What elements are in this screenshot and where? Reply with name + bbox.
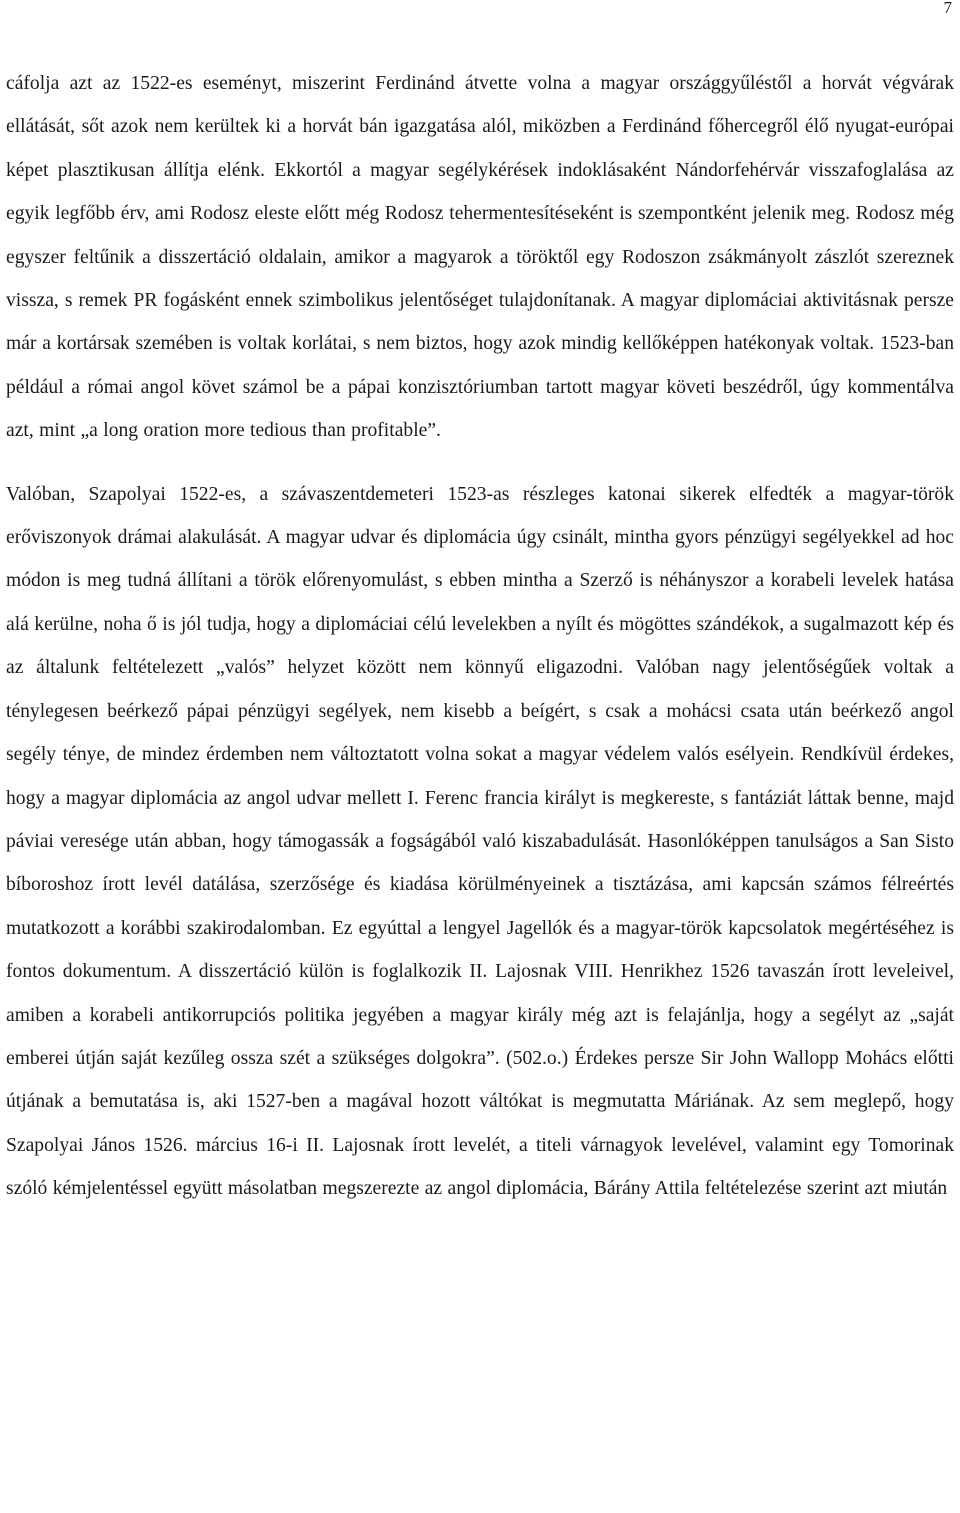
paragraph-1: cáfolja azt az 1522-es eseményt, miszerint Ferdinánd átvette volna a magyar országgyűléstől a horvát végvárak ellátását, sőt azok nem kerültek ki a horvát bán igazgatása alól, miközben a Ferdinánd főhercegről élő nyugat-európai képet plasztikusan állítja elénk. Ekkortól a magyar segélykérések indoklásaként Nándorfehérvár visszafoglalása az egyik legfőbb érv, ami Rodosz eleste előtt még Rodosz tehermentesítéseként is szempontként jelenik meg. Rodosz még egyszer feltűnik a disszertáció oldalain, amikor a magyarok a töröktől egy Rodoszon zsákmányolt zászlót szereznek vissza, s remek PR fogásként ennek szimbolikus jelentőséget tulajdonítanak. A magyar diplomáciai aktivitásnak persze már a kortársak szemében is voltak korlátai, s nem biztos, hogy azok mindig kellőképpen hatékonyak voltak. 1523-ban például a római angol követ számol be a pápai konzisztóriumban tartott magyar követi beszédről, úgy kommentálva azt, mint „a long oration more tedious than profitable”. xyxy=(6,73,954,442)
page-number: 7 xyxy=(943,0,952,17)
body-text xyxy=(6,62,954,1211)
paragraph-2: Valóban, Szapolyai 1522-es, a szávaszentdemeteri 1523-as részleges katonai sikerek elfedték a magyar-török erőviszonyok drámai alakulását. A magyar udvar és diplomácia úgy csinált, mintha gyors pénzügyi segélyekkel ad hoc módon is meg tudná állítani a török előrenyomulást, s ebben mintha a Szerző is néhányszor a korabeli levelek hatása alá kerülne, noha ő is jól tudja, hogy a diplomáciai célú levelekben a nyílt és mögöttes szándékok, a sugalmazott kép és az általunk feltételezett „valós” helyzet között nem könnyű eligazodni. Valóban nagy jelentőségűek voltak a ténylegesen beérkező pápai pénzügyi segélyek, nem kisebb a beígért, s csak a mohácsi csata után beérkező angol segély ténye, de mindez érdemben nem változtatott volna sokat a magyar védelem valós esélyein. Rendkívül érdekes, hogy a magyar diplomácia az angol udvar mellett I. Ferenc francia királyt is megkereste, s fantáziát láttak benne, majd páviai veresége után abban, hogy támogassák a fogságából való kiszabadulását. Hasonlóképpen tanulságos a San Sisto bíboroshoz írott levél datálása, szerzősége és kiadása körülményeinek a tisztázása, ami kapcsán számos félreértés mutatkozott a korábbi szakirodalomban. Ez egyúttal a lengyel Jagellók és a magyar-török kapcsolatok megértéséhez is fontos dokumentum. A disszertáció külön is foglalkozik II. Lajosnak VIII. Henrikhez 1526 tavaszán írott leveleivel, amiben a korabeli antikorrupciós politika jegyében a magyar király még azt is felajánlja, hogy a segélyt az „saját emberei útján saját kezűleg ossza szét a szükséges dolgokra”. (502.o.) Érdekes persze Sir John Wallopp Mohács előtti útjának a bemutatása is, aki 1527-ben a magával hozott váltókat is megmutatta Máriának. Az sem meglepő, hogy Szapolyai János 1526. március 16-i II. Lajosnak írott levelét, a titeli várnagyok levelével, valamint egy Tomorinak szóló kémjelentéssel együtt másolatban megszerezte az angol diplomácia, Bárány Attila feltételezése szerint azt miután xyxy=(6,483,954,1200)
